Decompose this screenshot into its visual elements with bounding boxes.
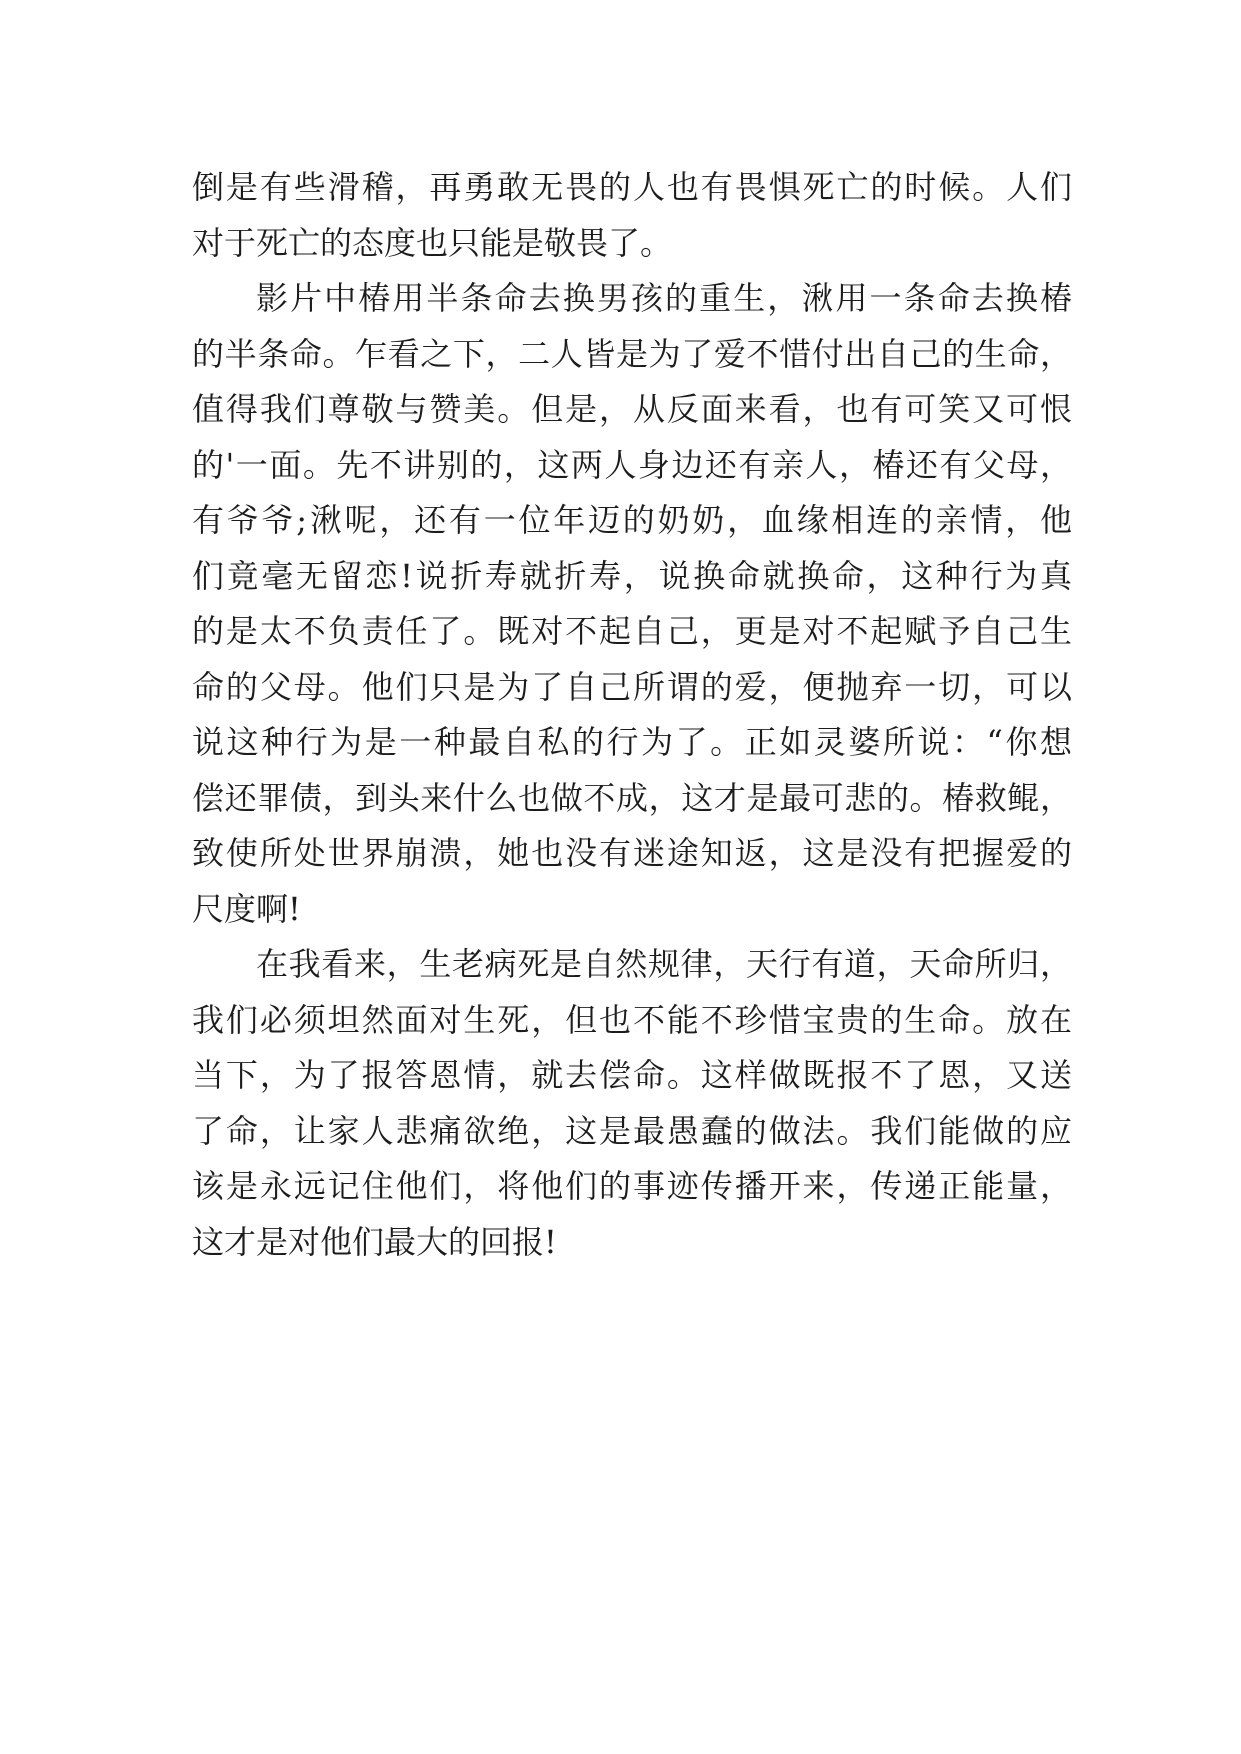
text-line: 的'一面。先不讲别的，这两人身边还有亲人，椿还有父母， bbox=[192, 445, 1072, 484]
document-body bbox=[192, 160, 1072, 1270]
text-line: 们竟毫无留恋!说折寿就折寿，说换命就换命，这种行为真 bbox=[192, 556, 1072, 595]
text-line: 有爷爷;湫呢，还有一位年迈的奶奶，血缘相连的亲情，他 bbox=[192, 501, 1072, 539]
text-line: 的是太不负责任了。既对不起自己，更是对不起赋予自己生 bbox=[192, 612, 1072, 650]
text-line: 对于死亡的态度也只能是敬畏了。 bbox=[192, 223, 673, 262]
text-line: 在我看来，生老病死是自然规律，天行有道，天命所归， bbox=[256, 945, 1072, 983]
text-line: 当下，为了报答恩情，就去偿命。这样做既报不了恩，又送 bbox=[192, 1056, 1072, 1094]
text-line: 了命，让家人悲痛欲绝，这是最愚蠢的做法。我们能做的应 bbox=[192, 1111, 1072, 1150]
text-line: 倒是有些滑稽，再勇敢无畏的人也有畏惧死亡的时候。人们 bbox=[192, 168, 1072, 206]
text-line: 尺度啊! bbox=[192, 889, 301, 928]
text-line: 的半条命。乍看之下，二人皆是为了爱不惜付出自己的生命， bbox=[192, 334, 1072, 373]
text-line: 我们必须坦然面对生死，但也不能不珍惜宝贵的生命。放在 bbox=[192, 1000, 1072, 1039]
text-line: 说这种行为是一种最自私的行为了。正如灵婆所说：“你想 bbox=[192, 723, 1072, 761]
text-line: 值得我们尊敬与赞美。但是，从反面来看，也有可笑又可恨 bbox=[192, 390, 1072, 428]
text-line: 命的父母。他们只是为了自己所谓的爱，便抛弃一切，可以 bbox=[192, 667, 1072, 706]
text-line: 致使所处世界崩溃，她也没有迷途知返，这是没有把握爱的 bbox=[192, 834, 1072, 872]
text-line: 这才是对他们最大的回报! bbox=[192, 1222, 557, 1261]
text-line: 偿还罪债，到头来什么也做不成，这才是最可悲的。椿救鲲， bbox=[192, 778, 1072, 817]
text-line: 影片中椿用半条命去换男孩的重生，湫用一条命去换椿 bbox=[256, 279, 1072, 317]
text-line: 该是永远记住他们，将他们的事迹传播开来，传递正能量， bbox=[192, 1167, 1072, 1205]
